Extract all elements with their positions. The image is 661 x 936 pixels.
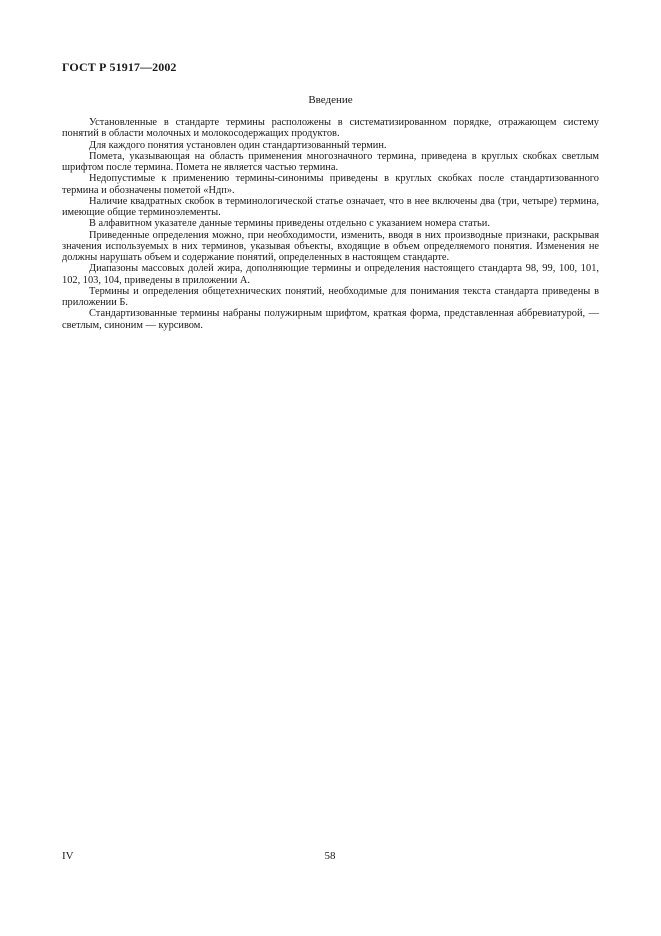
paragraph-6: В алфавитном указателе данные термины приведены отдельно с указанием номера статьи. [89, 218, 490, 230]
paragraph-4: Недопустимые к применению термины-синонимы приведены в круглых скобках после стандартизованного термина и обозначены пометой «Ндп». [62, 173, 599, 196]
paragraph-10: Стандартизованные термины набраны полужирным шрифтом, краткая форма, представленная аббревиатурой, — светлым, синоним — курсивом. [62, 308, 599, 331]
paragraph-2: Для каждого понятия установлен один стандартизованный термин. [89, 139, 387, 151]
section-title: Введение [308, 94, 353, 106]
paragraph-3: Помета, указывающая на область применения многозначного термина, приведена в круглых скобках светлым шрифтом после термина. Помета не является частью термина. [62, 150, 599, 173]
paragraph-8: Диапазоны массовых долей жира, дополняющие термины и определения настоящего стандарта 98, 99, 100, 101, 102, 103, 104, приведены в приложении А. [62, 263, 599, 286]
paragraph-7: Приведенные определения можно, при необходимости, изменить, вводя в них производные признаки, раскрывая значения используемых в них терминов, указывая объекты, входящие в объем определяемого понятия. Изменения не должны нарушать объем и содержание понятий, определенных в настоящем стандарте. [62, 229, 599, 263]
paragraph-9: Термины и определения общетехнических понятий, необходимые для понимания текста стандарта приведены в приложении Б. [62, 285, 599, 308]
introduction-body [62, 117, 599, 331]
paragraph-5: Наличие квадратных скобок в терминологической статье означает, что в нее включены два (три, четыре) термина, имеющие общие терминоэлементы. [62, 195, 599, 218]
page-number: 58 [324, 850, 336, 862]
roman-page-number: IV [62, 850, 74, 862]
standard-id-header: ГОСТ Р 51917—2002 [62, 60, 177, 74]
paragraph-1: Установленные в стандарте термины расположены в систематизированном порядке, отражающем систему понятий в области молочных и молокосодержащих продуктов. [62, 117, 599, 140]
